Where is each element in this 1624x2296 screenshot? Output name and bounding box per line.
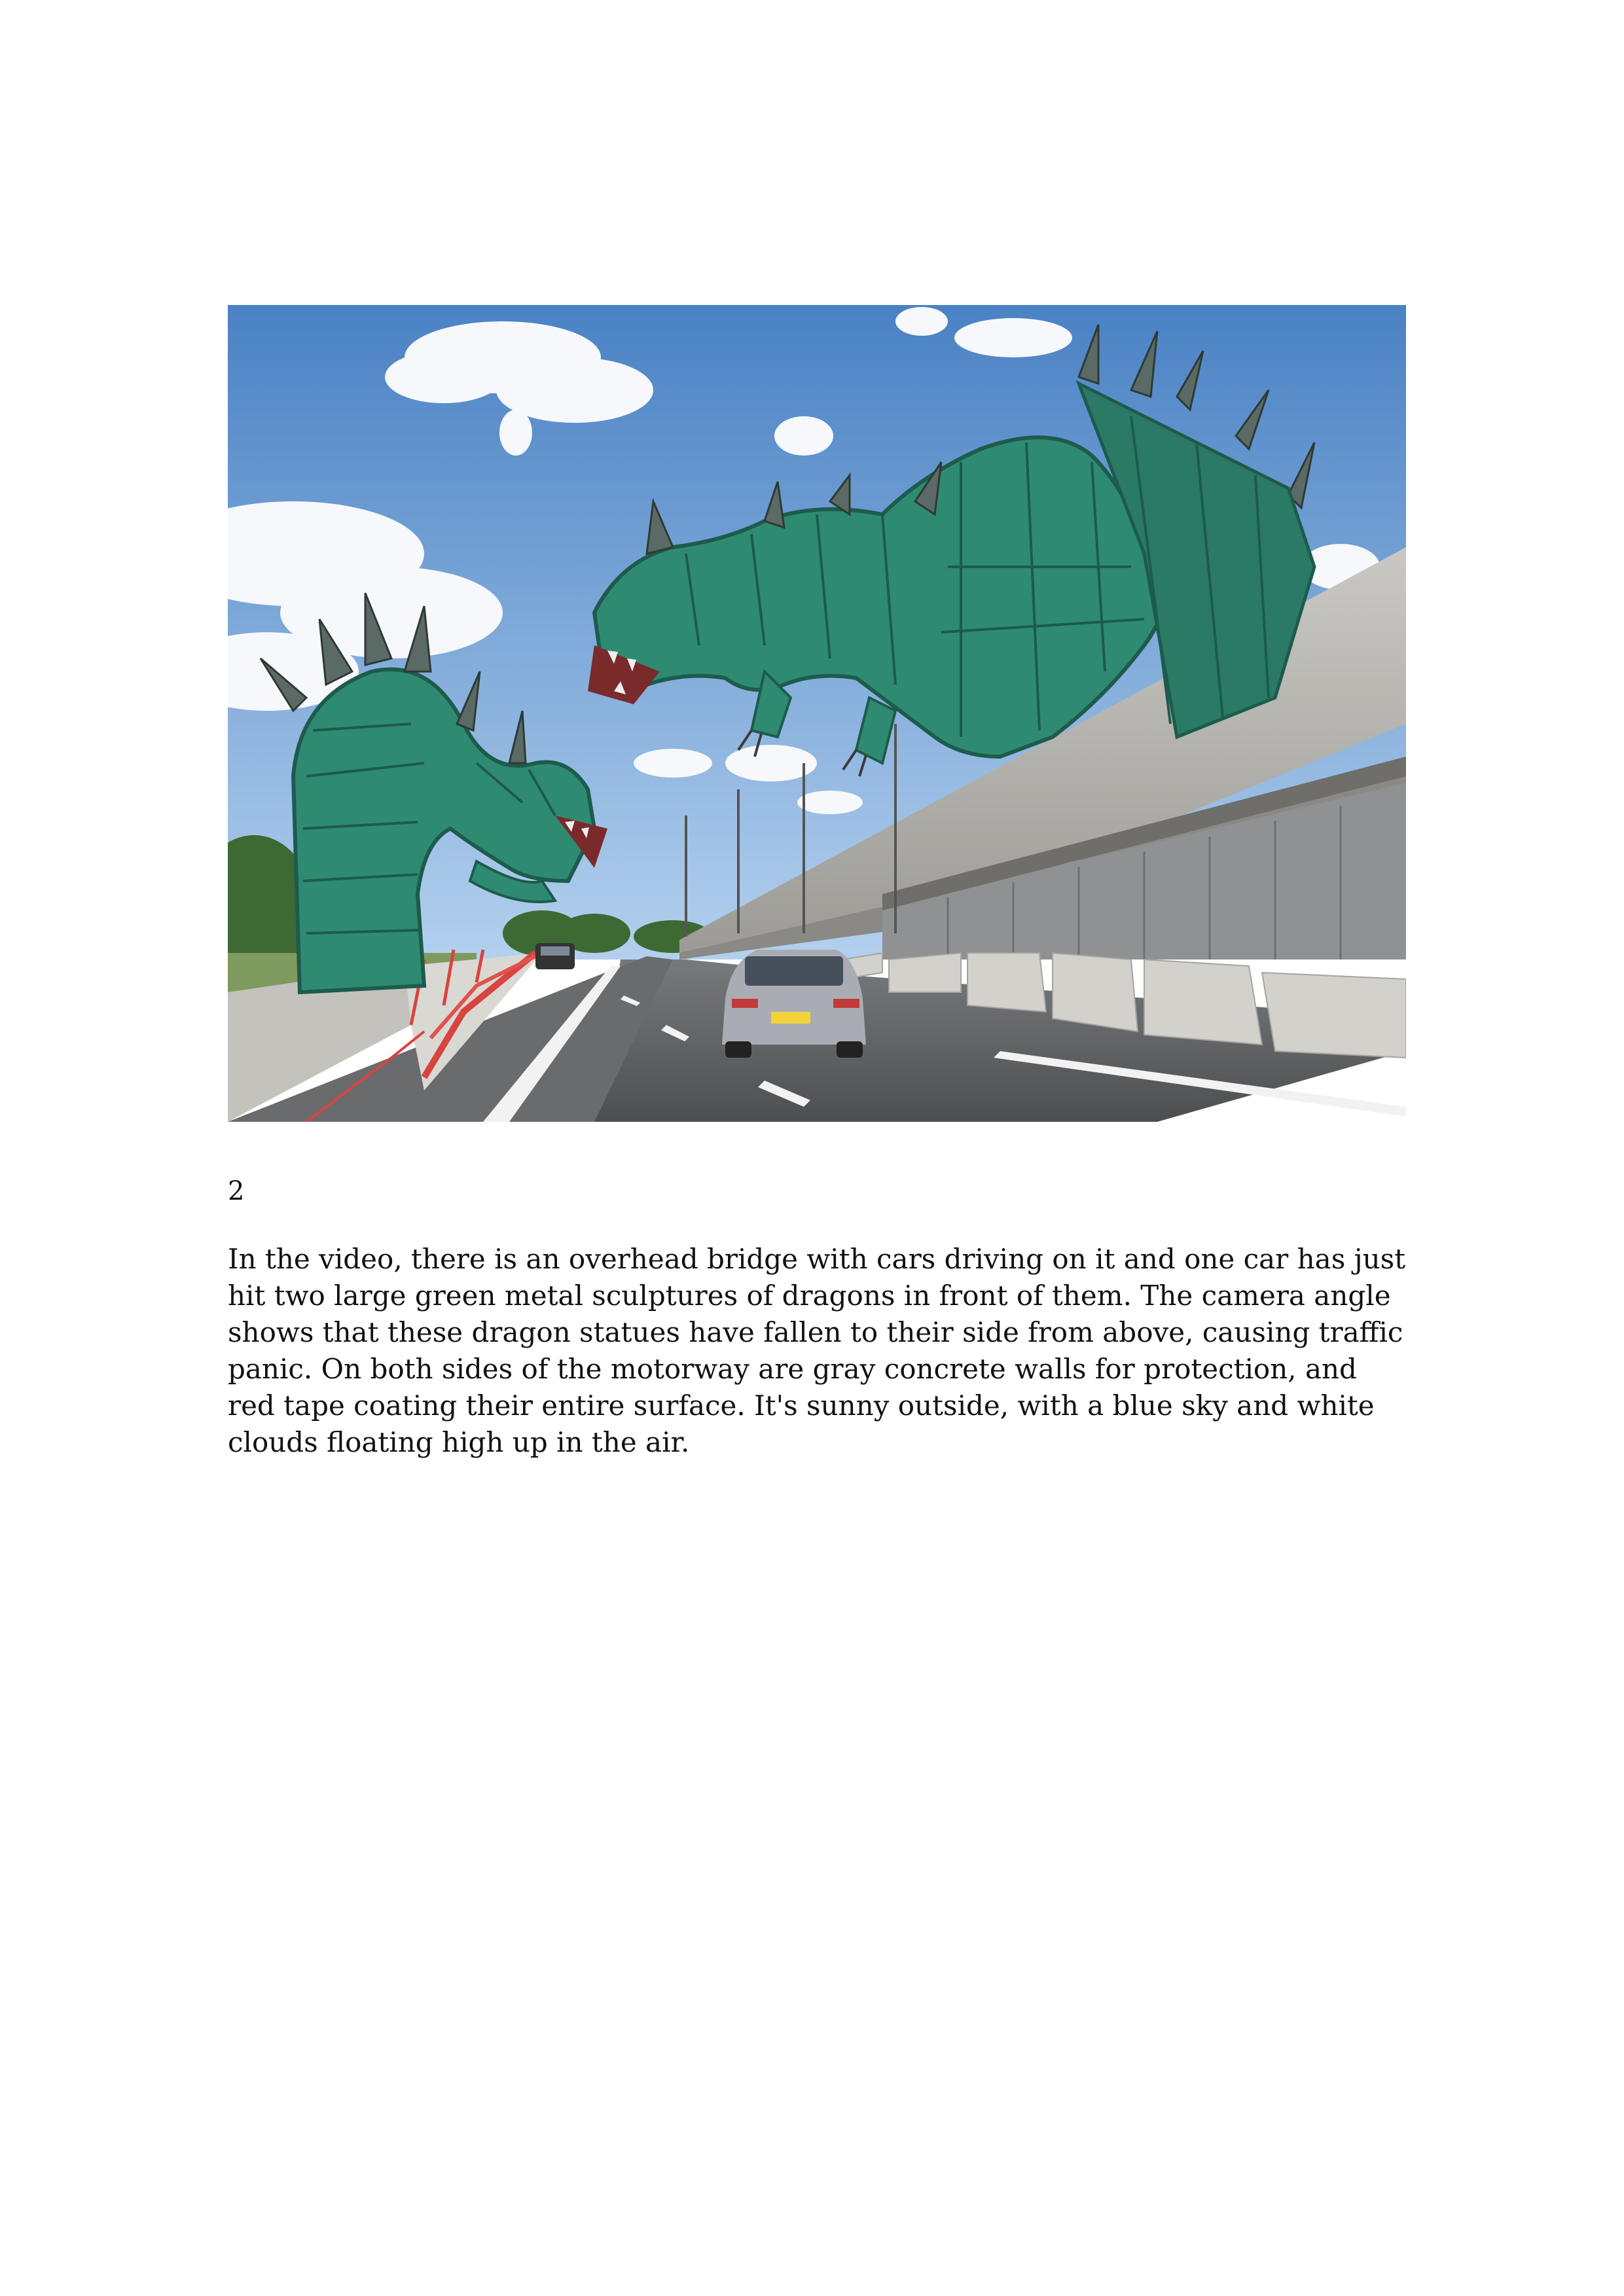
silver-car xyxy=(722,950,866,1058)
page-number: 2 xyxy=(228,1176,245,1206)
figure-caption: In the video, there is an overhead bridge with cars driving on it and one car has just hit two large green metal sculptures of dragons in front of them. The camera angle shows that these dragon statues have fallen to their side from above, causing traffic panic. On both sides of the motorway are gray concrete walls for protection, and red tape coating their entire surface. It's sunny outside, with a blue sky and white clouds floating high up in the air. xyxy=(228,1243,1406,1458)
distant-car xyxy=(535,943,575,969)
dragon-bridge-photo xyxy=(228,305,1406,1122)
